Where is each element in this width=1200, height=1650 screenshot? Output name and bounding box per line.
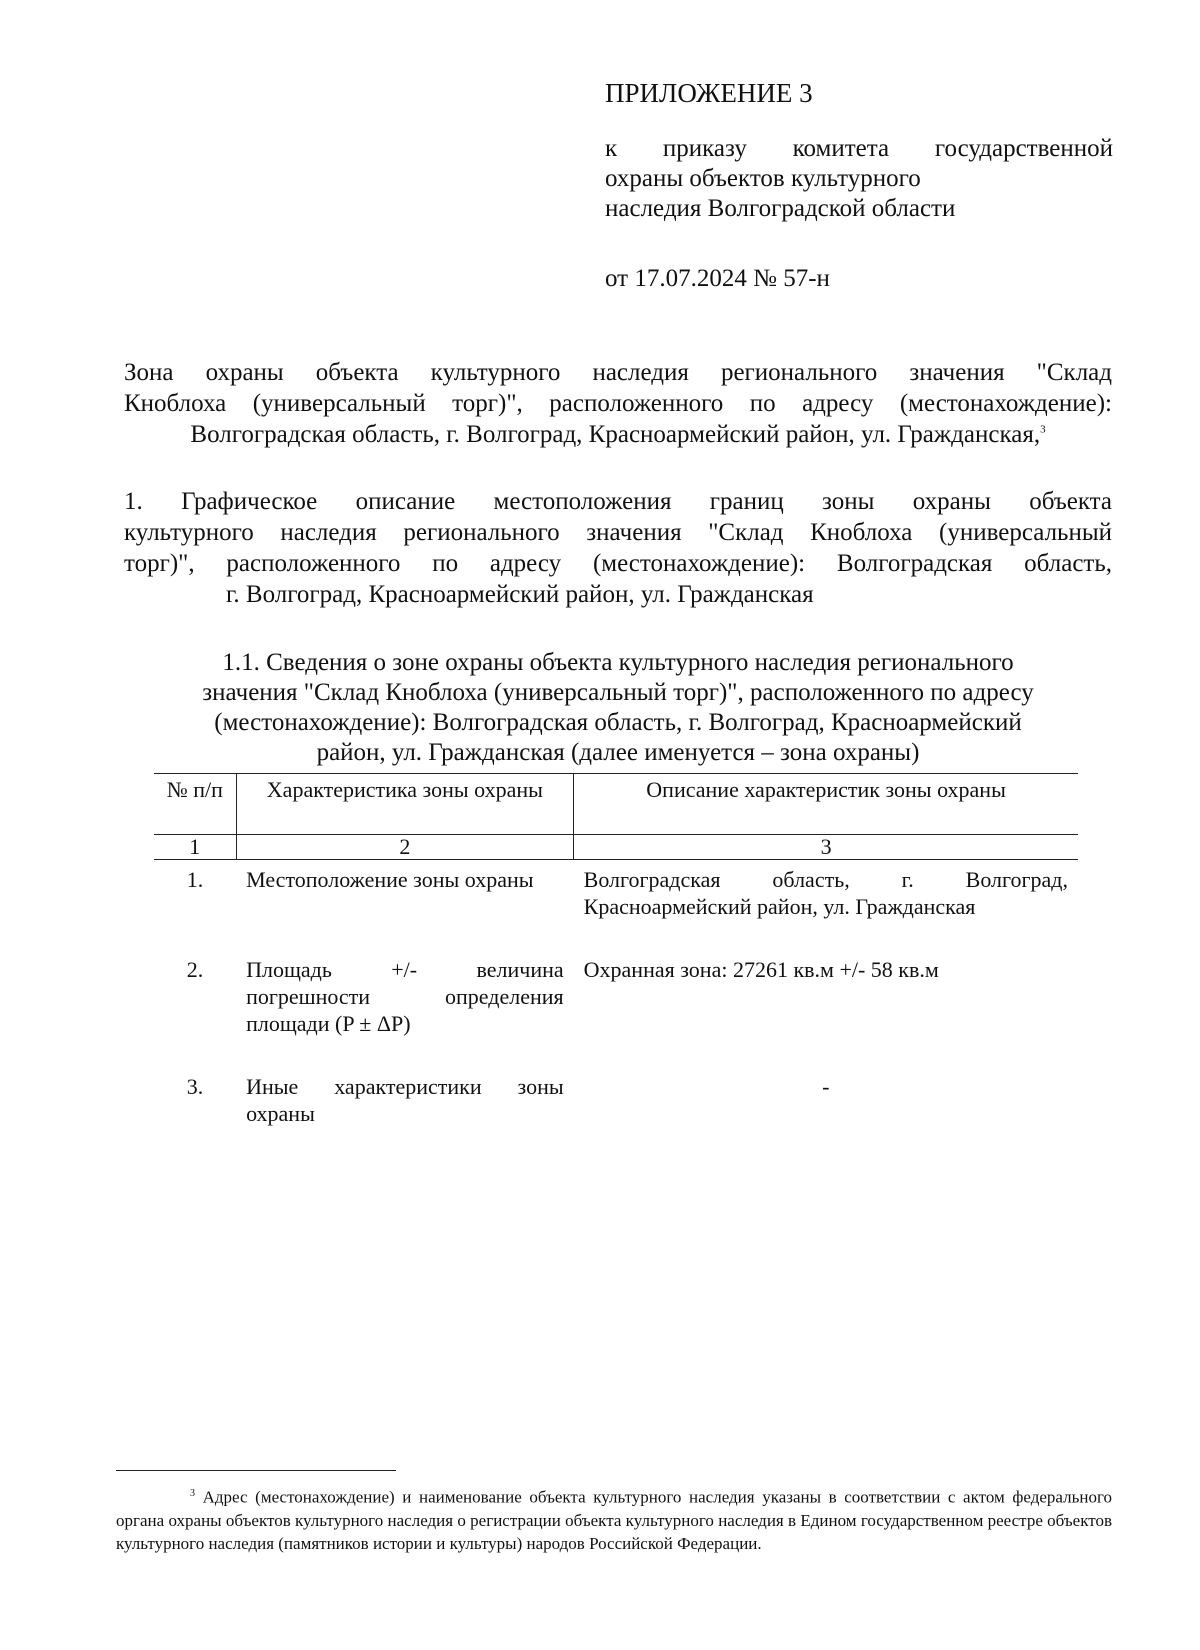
row-description: - bbox=[822, 1074, 830, 1099]
header-characteristic: Характеристика зоны охраны bbox=[236, 774, 574, 835]
row-description: Волгоградская область, г. Волгоград, Красноармейский район, ул. Гражданская bbox=[583, 867, 1068, 919]
zone-title-line bbox=[124, 419, 1112, 450]
section-1-line: торг)", расположенного по адресу (местонахождение): Волгоградская область, bbox=[124, 550, 1112, 577]
appendix-recipient bbox=[605, 134, 1113, 224]
footnote-reference[interactable]: 3 bbox=[1040, 423, 1046, 436]
row-number: 3. bbox=[186, 1074, 204, 1099]
appendix-title: ПРИЛОЖЕНИЕ 3 bbox=[605, 78, 813, 108]
subsection-line: значения "Склад Кноблоха (универсальный торг)", расположенного по адресу bbox=[202, 679, 1034, 706]
appendix-recipient-line: охраны объектов культурного bbox=[605, 165, 921, 192]
zone-info-table bbox=[154, 773, 1078, 1157]
subsection-line: район, ул. Гражданская (далее именуется – зона охраны) bbox=[316, 739, 920, 766]
zone-title-line: Кноблоха (универсальный торг)", расположенного по адресу (местонахождение): bbox=[124, 390, 1112, 417]
row-characteristic: Площадь +/- величина погрешности определения площади (P ± ΔP) bbox=[246, 957, 564, 1036]
header-number: № п/п bbox=[154, 774, 236, 835]
footnote-mark: 3 bbox=[190, 1488, 195, 1499]
appendix-recipient-line: наследия Волгоградской области bbox=[605, 195, 956, 222]
footnote-separator bbox=[116, 1470, 396, 1471]
column-number: 2 bbox=[236, 835, 574, 860]
row-characteristic: Иные характеристики зоны охраны bbox=[246, 1074, 564, 1126]
subsection-1-1-heading bbox=[124, 648, 1112, 768]
section-1-line: культурного наследия регионального значения "Склад Кноблоха (универсальный bbox=[124, 519, 1112, 546]
order-date: от 17.07.2024 № 57-н bbox=[605, 265, 830, 292]
row-number: 1. bbox=[186, 867, 204, 892]
table-header-row bbox=[154, 774, 1078, 835]
section-1-heading bbox=[124, 486, 1112, 610]
column-number: 3 bbox=[574, 835, 1078, 860]
row-characteristic: Местоположение зоны охраны bbox=[246, 867, 534, 892]
row-number: 2. bbox=[186, 957, 204, 982]
section-1-line: г. Волгоград, Красноармейский район, ул. Гражданская bbox=[226, 581, 814, 608]
table-row bbox=[154, 860, 1078, 951]
zone-title-line: Зона охраны объекта культурного наследия регионального значения "Склад bbox=[124, 359, 1112, 386]
table-row bbox=[154, 950, 1078, 1067]
column-number: 1 bbox=[154, 835, 236, 860]
table-row bbox=[154, 1067, 1078, 1157]
header-description: Описание характеристик зоны охраны bbox=[574, 774, 1078, 835]
zone-title-text: Волгоградская область, г. Волгоград, Красноармейский район, ул. Гражданская, bbox=[190, 421, 1041, 448]
subsection-line: 1.1. Сведения о зоне охраны объекта культурного наследия регионального bbox=[222, 649, 1014, 676]
appendix-recipient-line: к приказу комитета государственной bbox=[605, 135, 1113, 162]
subsection-line: (местонахождение): Волгоградская область, г. Волгоград, Красноармейский bbox=[214, 709, 1022, 736]
section-1-line: 1. Графическое описание местоположения границ зоны охраны объекта bbox=[124, 488, 1112, 515]
row-description: Охранная зона: 27261 кв.м +/- 58 кв.м bbox=[583, 957, 939, 982]
zone-title bbox=[124, 357, 1112, 450]
footnote-text: Адрес (местонахождение) и наименование объекта культурного наследия указаны в соответствии с актом федерального органа охраны объектов культурного наследия о регистрации объекта культурного наследия в Едином государственном реестре объектов культурного наследия (памятников истории и культуры) народов Российской Федерации. bbox=[116, 1487, 1112, 1553]
table-column-numbers-row bbox=[154, 835, 1078, 860]
footnote bbox=[116, 1482, 1112, 1555]
